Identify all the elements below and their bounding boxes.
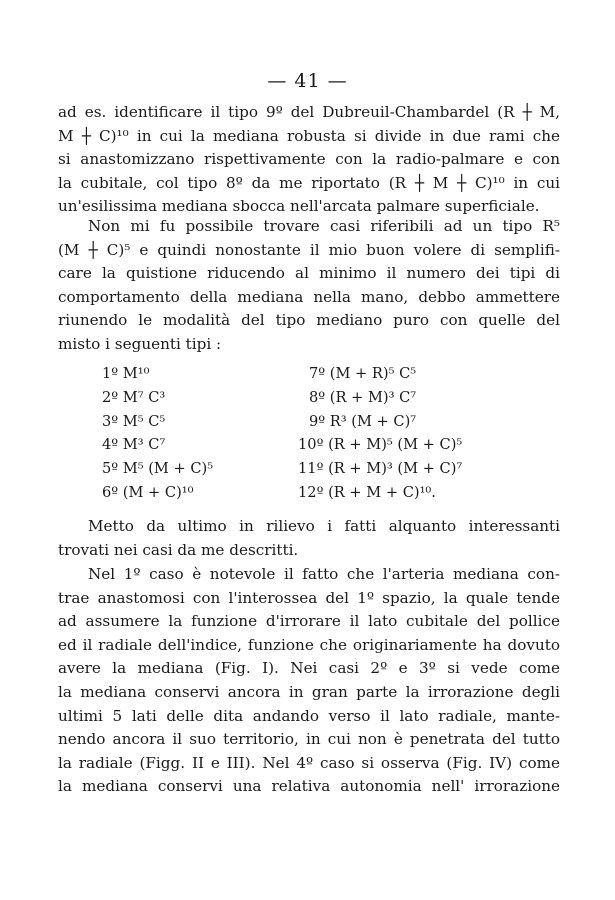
text-line: M ┼ C)¹⁰ in cui la mediana robusta si divide in due rami che bbox=[58, 126, 560, 145]
type-item: 3º M⁵ C⁵ bbox=[102, 412, 166, 430]
text-line: ed il radiale dell'indice, funzione che originariamente ha dovuto bbox=[58, 635, 560, 654]
text-line: care la quistione riducendo al minimo il numero dei tipi di bbox=[58, 264, 560, 283]
type-item: 6º (M + C)¹⁰ bbox=[102, 483, 194, 501]
text-line: trae anastomosi con l'interossea del 1º spazio, la quale tende bbox=[58, 588, 560, 607]
types-column-left bbox=[102, 362, 262, 505]
types-column-right bbox=[298, 362, 528, 505]
type-item: 11º (R + M)³ (M + C)⁷ bbox=[298, 460, 463, 478]
type-item: 12º (R + M + C)¹⁰. bbox=[298, 483, 436, 501]
text-line: la mediana conservi ancora in gran parte la irrorazione degli bbox=[58, 682, 560, 701]
type-item: 10º (R + M)⁵ (M + C)⁵ bbox=[298, 436, 463, 454]
text-line: la cubitale, col tipo 8º da me riportato (R ┼ M ┼ C)¹⁰ in cui bbox=[58, 173, 560, 192]
type-item: 7º (M + R)⁵ C⁵ bbox=[309, 365, 417, 382]
page-number: — 41 — bbox=[267, 70, 348, 92]
paragraph-4 bbox=[58, 563, 560, 799]
text-line: (M ┼ C)⁵ e quindi nonostante il mio buon volere di semplifi- bbox=[58, 240, 560, 259]
text-line: riunendo le modalità del tipo mediano puro con quelle del bbox=[58, 311, 560, 330]
type-item: 8º (R + M)³ C⁷ bbox=[309, 388, 417, 406]
type-item: 5º M⁵ (M + C)⁵ bbox=[102, 460, 214, 478]
text-line: comportamento della mediana nella mano, debbo ammettere bbox=[58, 287, 560, 306]
paragraph-2 bbox=[58, 215, 560, 357]
type-item: 2º M⁷ C³ bbox=[102, 388, 166, 406]
paragraph-3 bbox=[58, 515, 560, 562]
type-item: 4º M³ C⁷ bbox=[102, 436, 166, 454]
type-item: 9º R³ (M + C)⁷ bbox=[309, 412, 417, 430]
text-line: si anastomizzano rispettivamente con la radio-palmare e con bbox=[58, 150, 560, 169]
text-line: ad es. identificare il tipo 9º del Dubreuil-Chambardel (R ┼ M, bbox=[58, 103, 560, 121]
text-line: Metto da ultimo in rilievo i fatti alquanto interessanti bbox=[88, 517, 560, 535]
text-line: avere la mediana (Fig. I). Nei casi 2º e 3º si vede come bbox=[58, 659, 560, 678]
text-line: nendo ancora il suo territorio, in cui non è penetrata del tutto bbox=[58, 730, 560, 749]
text-line: la mediana conservi una relativa autonomia nell' irrorazione bbox=[58, 777, 560, 796]
text-line: Non mi fu possibile trovare casi riferibili ad un tipo R⁵ bbox=[88, 217, 560, 235]
text-line: trovati nei casi da me descritti. bbox=[58, 540, 299, 559]
text-line: ad assumere la funzione d'irrorare il lato cubitale del pollice bbox=[58, 612, 560, 631]
type-item: 1º M¹⁰ bbox=[102, 365, 150, 382]
text-line: misto i seguenti tipi : bbox=[58, 334, 222, 353]
text-line: Nel 1º caso è notevole il fatto che l'arteria mediana con- bbox=[88, 565, 560, 583]
text-line: la radiale (Figg. II e III). Nel 4º caso si osserva (Fig. IV) come bbox=[58, 753, 560, 772]
paragraph-1 bbox=[58, 101, 560, 219]
text-line: un'esilissima mediana sbocca nell'arcata palmare superficiale. bbox=[58, 197, 540, 216]
text-line: ultimi 5 lati delle dita andando verso il lato radiale, mante- bbox=[58, 706, 560, 725]
